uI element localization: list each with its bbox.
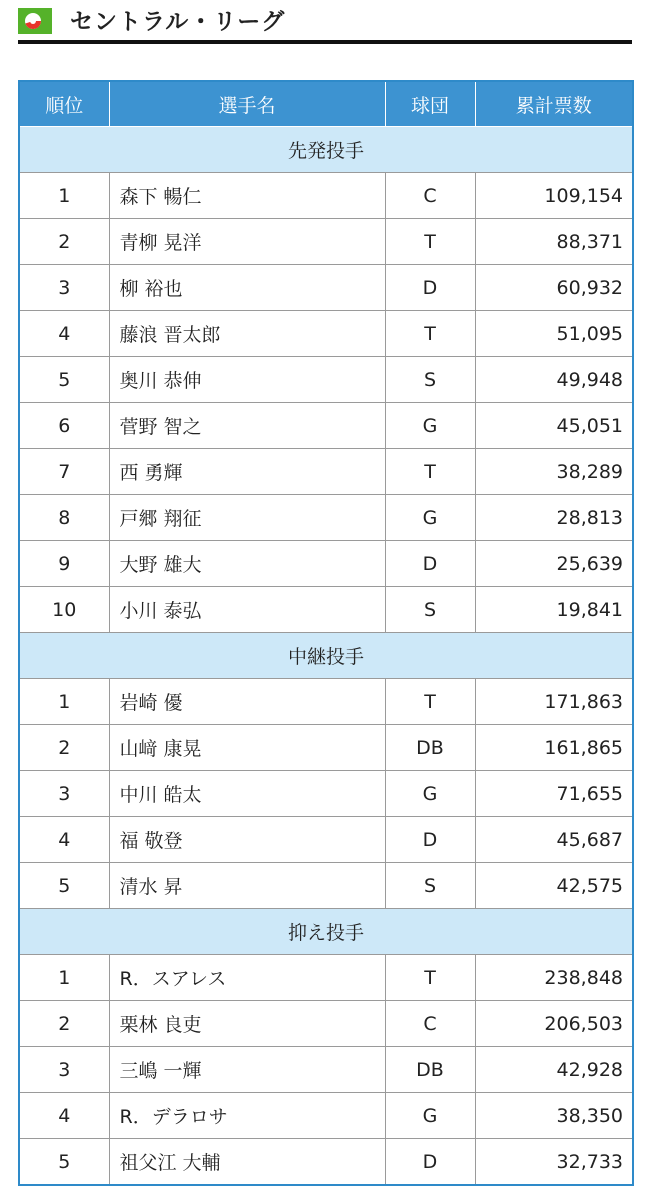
player-name-cell: 中川 皓太 bbox=[109, 771, 385, 817]
votes-cell: 45,051 bbox=[475, 403, 633, 449]
votes-cell: 49,948 bbox=[475, 357, 633, 403]
table-row bbox=[19, 449, 633, 495]
votes-cell: 161,865 bbox=[475, 725, 633, 771]
table-header-row bbox=[19, 81, 633, 127]
team-cell: S bbox=[385, 863, 475, 909]
team-cell: D bbox=[385, 541, 475, 587]
rank-cell: 2 bbox=[19, 219, 109, 265]
league-logo-icon bbox=[18, 8, 52, 34]
player-name-cell: 森下 暢仁 bbox=[109, 173, 385, 219]
player-name-cell: 山﨑 康晃 bbox=[109, 725, 385, 771]
votes-cell: 42,928 bbox=[475, 1047, 633, 1093]
votes-cell: 19,841 bbox=[475, 587, 633, 633]
rank-cell: 5 bbox=[19, 1139, 109, 1186]
section-header-starting-pitcher bbox=[19, 127, 633, 173]
team-cell: G bbox=[385, 403, 475, 449]
votes-cell: 38,289 bbox=[475, 449, 633, 495]
player-name-cell: 青柳 晃洋 bbox=[109, 219, 385, 265]
table-row bbox=[19, 495, 633, 541]
votes-cell: 206,503 bbox=[475, 1001, 633, 1047]
votes-cell: 51,095 bbox=[475, 311, 633, 357]
table-row bbox=[19, 955, 633, 1001]
rank-cell: 1 bbox=[19, 955, 109, 1001]
votes-cell: 109,154 bbox=[475, 173, 633, 219]
team-cell: T bbox=[385, 311, 475, 357]
votes-cell: 238,848 bbox=[475, 955, 633, 1001]
votes-cell: 71,655 bbox=[475, 771, 633, 817]
team-cell: S bbox=[385, 357, 475, 403]
team-cell: C bbox=[385, 173, 475, 219]
rank-cell: 3 bbox=[19, 1047, 109, 1093]
rank-cell: 10 bbox=[19, 587, 109, 633]
votes-cell: 60,932 bbox=[475, 265, 633, 311]
ranking-table bbox=[18, 80, 634, 1186]
rank-cell: 4 bbox=[19, 311, 109, 357]
table-row bbox=[19, 541, 633, 587]
team-cell: T bbox=[385, 449, 475, 495]
rank-cell: 7 bbox=[19, 449, 109, 495]
section-header-middle-reliever bbox=[19, 633, 633, 679]
page-title: セントラル・リーグ bbox=[70, 9, 286, 35]
team-cell: DB bbox=[385, 725, 475, 771]
table-row bbox=[19, 403, 633, 449]
player-name-cell: 藤浪 晋太郎 bbox=[109, 311, 385, 357]
votes-cell: 38,350 bbox=[475, 1093, 633, 1139]
rank-cell: 6 bbox=[19, 403, 109, 449]
table-row bbox=[19, 817, 633, 863]
rank-cell: 2 bbox=[19, 1001, 109, 1047]
player-name-cell: 岩崎 優 bbox=[109, 679, 385, 725]
table-row bbox=[19, 1139, 633, 1186]
player-name-cell: 大野 雄大 bbox=[109, 541, 385, 587]
votes-cell: 45,687 bbox=[475, 817, 633, 863]
table-row bbox=[19, 1047, 633, 1093]
votes-cell: 88,371 bbox=[475, 219, 633, 265]
table-row bbox=[19, 265, 633, 311]
votes-cell: 28,813 bbox=[475, 495, 633, 541]
header-team: 球団 bbox=[385, 81, 475, 127]
team-cell: T bbox=[385, 219, 475, 265]
player-name-cell: 清水 昇 bbox=[109, 863, 385, 909]
player-name-cell: R．デラロサ bbox=[109, 1093, 385, 1139]
rank-cell: 3 bbox=[19, 265, 109, 311]
section-header-closer bbox=[19, 909, 633, 955]
player-name-cell: 祖父江 大輔 bbox=[109, 1139, 385, 1186]
rank-cell: 5 bbox=[19, 357, 109, 403]
rank-cell: 4 bbox=[19, 817, 109, 863]
team-cell: DB bbox=[385, 1047, 475, 1093]
rank-cell: 4 bbox=[19, 1093, 109, 1139]
rank-cell: 3 bbox=[19, 771, 109, 817]
player-name-cell: 福 敬登 bbox=[109, 817, 385, 863]
votes-cell: 25,639 bbox=[475, 541, 633, 587]
team-cell: G bbox=[385, 495, 475, 541]
rank-cell: 9 bbox=[19, 541, 109, 587]
table-row bbox=[19, 587, 633, 633]
player-name-cell: 西 勇輝 bbox=[109, 449, 385, 495]
table-row bbox=[19, 679, 633, 725]
rank-cell: 8 bbox=[19, 495, 109, 541]
team-cell: D bbox=[385, 265, 475, 311]
section-title: 中継投手 bbox=[19, 633, 633, 679]
table-row bbox=[19, 173, 633, 219]
player-name-cell: 戸郷 翔征 bbox=[109, 495, 385, 541]
team-cell: D bbox=[385, 817, 475, 863]
table-row bbox=[19, 311, 633, 357]
rank-cell: 2 bbox=[19, 725, 109, 771]
table-row bbox=[19, 357, 633, 403]
rank-cell: 1 bbox=[19, 679, 109, 725]
header-name: 選手名 bbox=[109, 81, 385, 127]
section-title: 抑え投手 bbox=[19, 909, 633, 955]
votes-cell: 32,733 bbox=[475, 1139, 633, 1186]
table-row bbox=[19, 771, 633, 817]
table-row bbox=[19, 219, 633, 265]
player-name-cell: R．スアレス bbox=[109, 955, 385, 1001]
table-row bbox=[19, 1001, 633, 1047]
header-votes: 累計票数 bbox=[475, 81, 633, 127]
team-cell: S bbox=[385, 587, 475, 633]
votes-cell: 42,575 bbox=[475, 863, 633, 909]
rank-cell: 5 bbox=[19, 863, 109, 909]
team-cell: G bbox=[385, 771, 475, 817]
player-name-cell: 三嶋 一輝 bbox=[109, 1047, 385, 1093]
table-row bbox=[19, 863, 633, 909]
team-cell: G bbox=[385, 1093, 475, 1139]
player-name-cell: 奥川 恭伸 bbox=[109, 357, 385, 403]
rank-cell: 1 bbox=[19, 173, 109, 219]
team-cell: C bbox=[385, 1001, 475, 1047]
team-cell: T bbox=[385, 679, 475, 725]
player-name-cell: 小川 泰弘 bbox=[109, 587, 385, 633]
votes-cell: 171,863 bbox=[475, 679, 633, 725]
header-rank: 順位 bbox=[19, 81, 109, 127]
team-cell: T bbox=[385, 955, 475, 1001]
player-name-cell: 柳 裕也 bbox=[109, 265, 385, 311]
team-cell: D bbox=[385, 1139, 475, 1186]
table-row bbox=[19, 1093, 633, 1139]
table-row bbox=[19, 725, 633, 771]
section-title: 先発投手 bbox=[19, 127, 633, 173]
player-name-cell: 菅野 智之 bbox=[109, 403, 385, 449]
player-name-cell: 栗林 良吏 bbox=[109, 1001, 385, 1047]
league-heading bbox=[18, 0, 632, 44]
